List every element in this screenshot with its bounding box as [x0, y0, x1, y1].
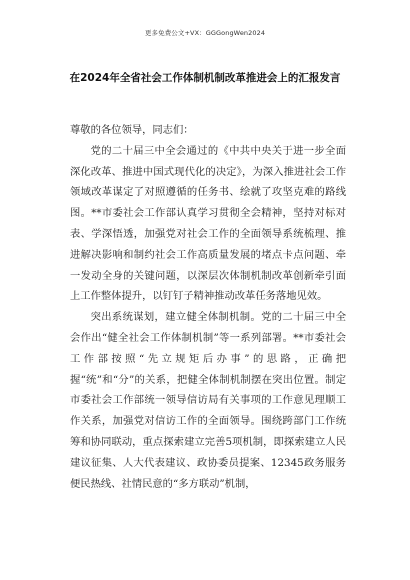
paragraph-2: 突出系统谋划，建立健全体制机制。党的二十届三中全会作出“健全社会工作体制机制”等一系列部署。**市委社会工作部按照“先立规矩后办事”的思路，正确把握“统”和“分”的关系，把健全体制机制摆在突出位置。制定市委社会工作部统一领导信访局有关事项的工作意见理顺工作关系，加强党对信访工作的全面领导。围绕跨部门工作统筹和协同联动，重点探索建立完善5项机制，即探索建立人民建议征集、人大代表建议、政协委员提案、12345政务服务便民热线、社情民意的“多方联动”机制，	[70, 311, 346, 490]
paragraph-1: 党的二十届三中全会通过的《中共中央关于进一步全面深化改革、推进中国式现代化的决定》，为深入推进社会工作领域改革谋定了对照遵循的任务书、绘就了攻坚克难的路线图。**市委社会工作部认真学习贯彻全会精神，坚持对标对表、学深悟透，加强党对社会工作的全面领导系统梳理、推进解决影响和制约社会工作高质量发展的堵点卡点问题、牵一发动全身的关键问题，以深层次体制机制改革创新牵引面上工作整体提升，以钉钉子精神推动改革任务落地见效。	[70, 144, 346, 303]
header-note: 更多免费公文+VX：GGGongWen2024	[144, 29, 266, 37]
document-body	[70, 120, 346, 494]
document-title: 在2024年全省社会工作体制机制改革推进会上的汇报发言	[69, 72, 341, 84]
salutation: 尊敬的各位领导，同志们：	[70, 124, 194, 136]
